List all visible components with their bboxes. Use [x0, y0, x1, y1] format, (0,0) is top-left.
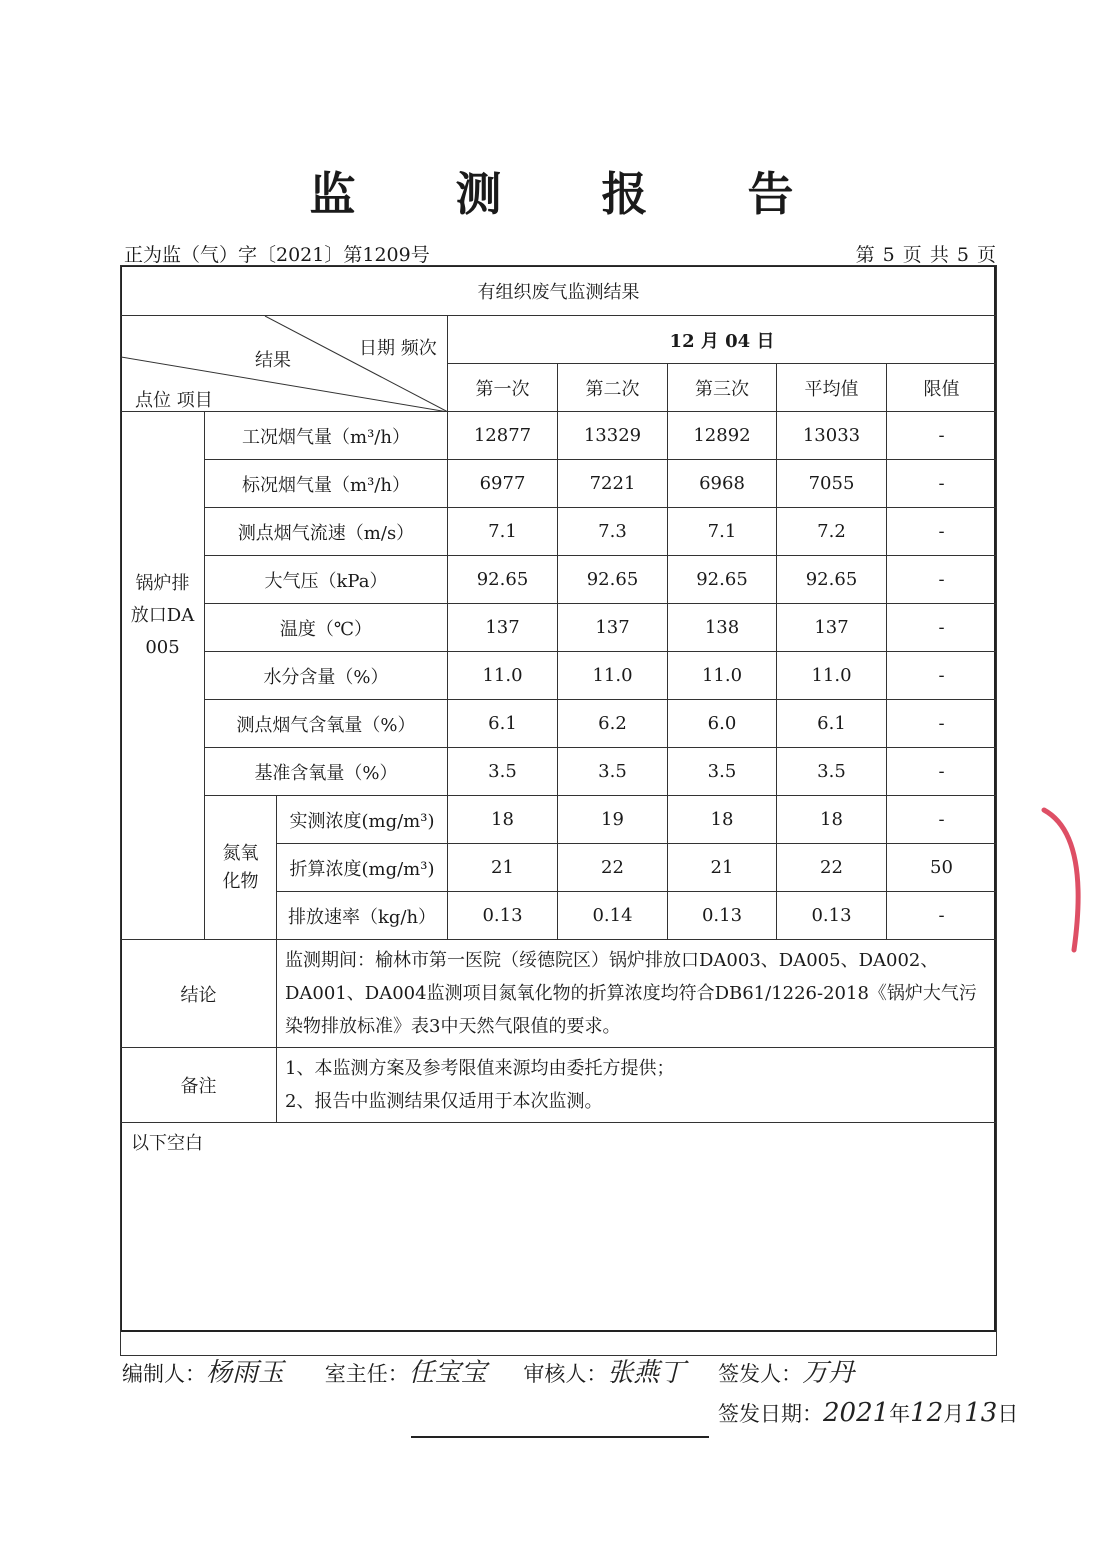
value-cell: 13033: [777, 412, 887, 460]
value-cell: 3.5: [777, 748, 887, 796]
value-cell: 0.13: [448, 892, 558, 940]
value-cell: 19: [558, 796, 668, 844]
section-title: 有组织废气监测结果: [121, 266, 997, 316]
value-cell: 7.1: [668, 508, 777, 556]
value-cell: 92.65: [668, 556, 777, 604]
value-cell: -: [887, 604, 997, 652]
nox-group-label: [205, 796, 277, 940]
year-char: 年: [889, 1402, 911, 1426]
value-cell: 13329: [558, 412, 668, 460]
nox-group-name: 氮氧化物: [222, 842, 259, 892]
value-cell: -: [887, 892, 997, 940]
value-cell: 0.13: [777, 892, 887, 940]
value-cell: 18: [777, 796, 887, 844]
corner-point-item: 点位 项目: [135, 390, 213, 411]
conclusion-text: 监测期间：榆林市第一医院（绥德院区）锅炉排放口DA003、DA005、DA002、DA001、DA004监测项目氮氧化物的折算浓度均符合DB61/1226-2018《锅炉大气污染物排放标准》表3中天然气限值的要求。: [277, 940, 997, 1048]
table-row: [121, 796, 997, 844]
table-row: [121, 604, 997, 652]
value-cell: 92.65: [558, 556, 668, 604]
remark-line: 1、本监测方案及参考限值来源均由委托方提供；: [285, 1058, 675, 1079]
issue-month: 12: [910, 1398, 944, 1428]
red-stamp-fragment: [1030, 805, 1103, 955]
value-cell: -: [887, 460, 997, 508]
date-header: 12 月 04 日: [448, 316, 997, 364]
reviewer-label: 审核人：: [523, 1362, 608, 1386]
issuer-label: 签发人：: [718, 1362, 803, 1386]
item-label: 实测浓度(mg/m³): [277, 796, 448, 844]
value-cell: 6.2: [558, 700, 668, 748]
signature-row: [122, 1352, 854, 1389]
director-signature: 任宝宝: [408, 1358, 487, 1388]
value-cell: 21: [668, 844, 777, 892]
item-label: 排放速率（kg/h）: [277, 892, 448, 940]
issue-year: 2021: [823, 1398, 890, 1428]
col-header: 第三次: [668, 364, 777, 412]
value-cell: 92.65: [777, 556, 887, 604]
table-row: [121, 556, 997, 604]
value-cell: 6.1: [777, 700, 887, 748]
value-cell: -: [887, 652, 997, 700]
value-cell: 21: [448, 844, 558, 892]
col-header: 第二次: [558, 364, 668, 412]
table-row: [121, 508, 997, 556]
value-cell: 18: [448, 796, 558, 844]
value-cell: 7.3: [558, 508, 668, 556]
month-char: 月: [943, 1402, 965, 1426]
item-label: 标况烟气量（m³/h）: [205, 460, 448, 508]
issue-date-label: 签发日期：: [718, 1402, 823, 1426]
item-label: 温度（℃）: [205, 604, 448, 652]
compiler-label: 编制人：: [122, 1362, 206, 1386]
value-cell: 6.0: [668, 700, 777, 748]
table-row: [121, 460, 997, 508]
value-cell: -: [887, 412, 997, 460]
value-cell: 12892: [668, 412, 777, 460]
director-label: 室主任：: [324, 1362, 409, 1386]
item-label: 折算浓度(mg/m³): [277, 844, 448, 892]
value-cell: 11.0: [558, 652, 668, 700]
item-label: 测点烟气流速（m/s）: [205, 508, 448, 556]
value-cell: 7055: [777, 460, 887, 508]
value-cell: 6968: [668, 460, 777, 508]
corner-result: 结果: [255, 350, 291, 371]
remark-cell: [277, 1048, 997, 1123]
reviewer-signature: 张燕丁: [607, 1358, 686, 1388]
value-cell: 3.5: [668, 748, 777, 796]
blank-note: 以下空白: [121, 1123, 997, 1356]
value-cell: 11.0: [668, 652, 777, 700]
value-cell: 138: [668, 604, 777, 652]
report-title: 监 测 报 告: [309, 167, 836, 221]
value-cell: 92.65: [448, 556, 558, 604]
value-cell: 0.14: [558, 892, 668, 940]
value-cell: 137: [448, 604, 558, 652]
item-label: 大气压（kPa）: [205, 556, 448, 604]
value-cell: 137: [777, 604, 887, 652]
value-cell: 18: [668, 796, 777, 844]
value-cell: 7221: [558, 460, 668, 508]
value-cell: -: [887, 796, 997, 844]
value-cell: 6.1: [448, 700, 558, 748]
page-info: 第 5 页 共 5 页: [855, 244, 997, 266]
compiler-signature: 杨雨玉: [206, 1358, 285, 1388]
issue-date: [718, 1398, 1018, 1428]
table-row: [121, 748, 997, 796]
remark-line: 2、报告中监测结果仅适用于本次监测。: [285, 1091, 603, 1112]
col-header: 限值: [887, 364, 997, 412]
table-row: [121, 700, 997, 748]
conclusion-label: 结论: [121, 940, 277, 1048]
value-cell: -: [887, 748, 997, 796]
point-label: [121, 412, 205, 940]
value-cell: 3.5: [448, 748, 558, 796]
value-cell: 22: [558, 844, 668, 892]
issue-day: 13: [964, 1398, 998, 1428]
value-cell: 11.0: [777, 652, 887, 700]
issuer-signature: 万丹: [802, 1358, 855, 1388]
item-label: 基准含氧量（%）: [205, 748, 448, 796]
item-label: 测点烟气含氧量（%）: [205, 700, 448, 748]
table-row: [121, 652, 997, 700]
value-cell: -: [887, 556, 997, 604]
value-cell: 3.5: [558, 748, 668, 796]
footer-underline: [411, 1436, 709, 1438]
day-char: 日: [997, 1402, 1019, 1426]
value-cell: -: [887, 700, 997, 748]
value-cell: 137: [558, 604, 668, 652]
corner-date-freq: 日期 频次: [359, 338, 437, 359]
item-label: 工况烟气量（m³/h）: [205, 412, 448, 460]
document-number: 正为监（气）字〔2021〕第1209号: [124, 244, 430, 266]
value-cell: 7.2: [777, 508, 887, 556]
value-cell: 22: [777, 844, 887, 892]
item-label: 水分含量（%）: [205, 652, 448, 700]
corner-header: [121, 316, 448, 412]
remark-label: 备注: [121, 1048, 277, 1123]
col-header: 平均值: [777, 364, 887, 412]
value-cell: 0.13: [668, 892, 777, 940]
value-cell: 11.0: [448, 652, 558, 700]
value-cell: 7.1: [448, 508, 558, 556]
value-cell: 6977: [448, 460, 558, 508]
results-table: [120, 265, 997, 1356]
value-cell: -: [887, 508, 997, 556]
value-cell: 12877: [448, 412, 558, 460]
value-cell: 50: [887, 844, 997, 892]
point-name: 锅炉排放口DA005: [130, 572, 195, 658]
table-row: [121, 412, 997, 460]
col-header: 第一次: [448, 364, 558, 412]
